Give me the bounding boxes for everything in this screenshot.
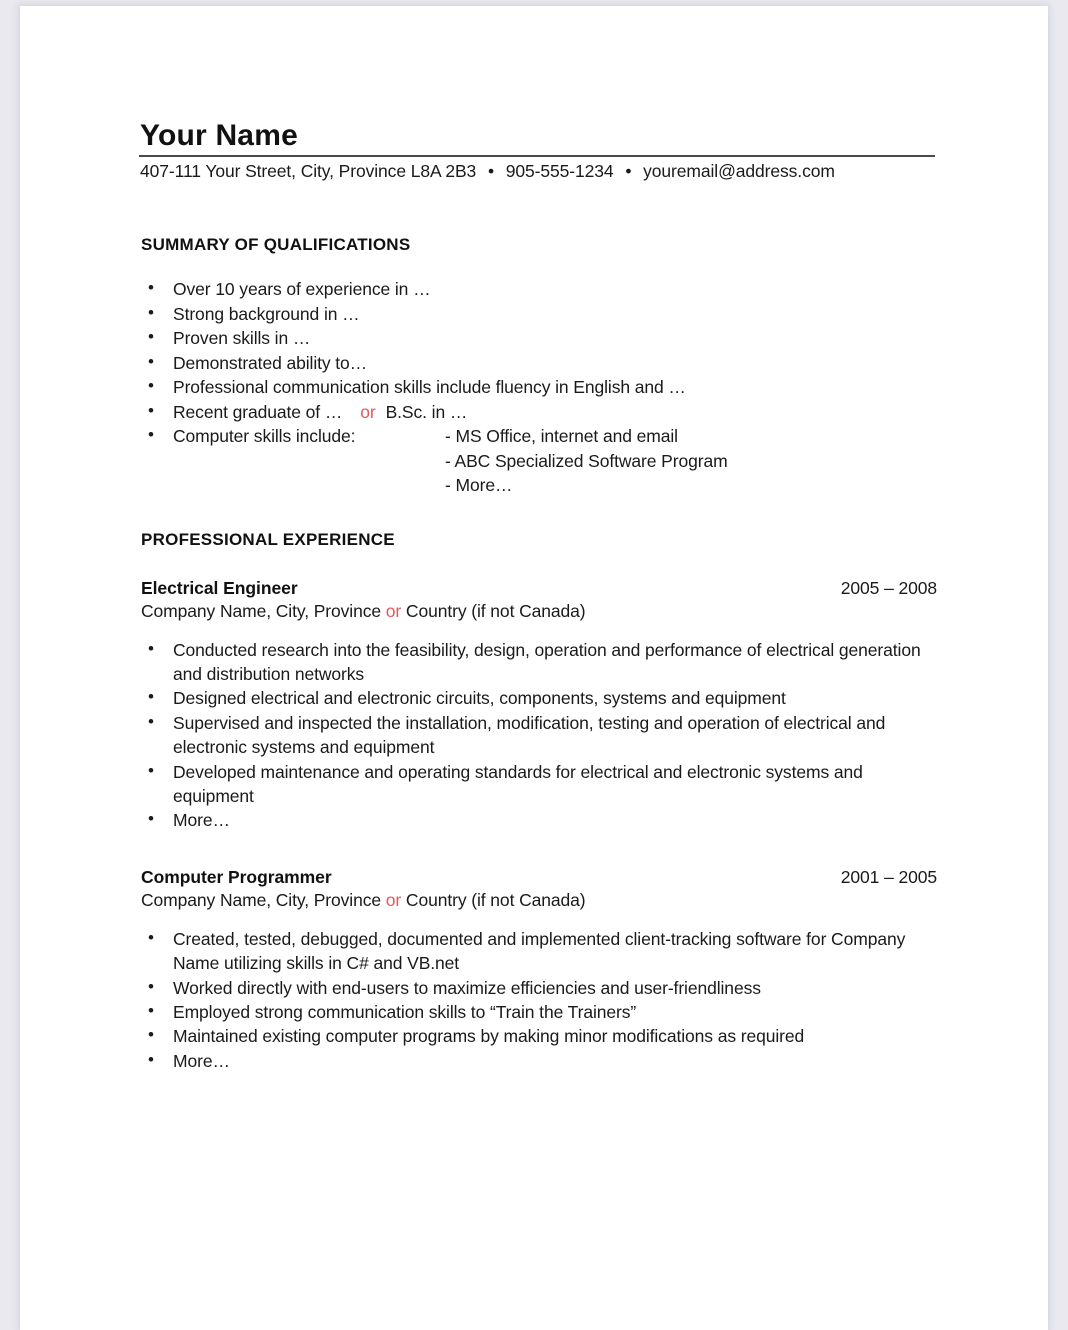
resume-header <box>139 120 939 182</box>
list-item <box>139 351 939 376</box>
list-item <box>139 277 939 302</box>
bullet-text: Proven skills in … <box>173 328 311 349</box>
bullet-text: Designed electrical and electronic circuits, components, systems and equipment <box>173 688 786 709</box>
graduate-text-after: B.Sc. in … <box>385 401 468 422</box>
document-page <box>20 6 1048 1330</box>
section-heading-summary: SUMMARY OF QUALIFICATIONS <box>141 235 411 255</box>
company-text-before: Company Name, City, Province <box>141 600 382 621</box>
skills-row <box>173 424 939 497</box>
bullet-text: Developed maintenance and operating standards for electrical and electronic systems and equipment <box>173 761 863 807</box>
job-entry <box>139 867 939 1073</box>
bullet-text: Strong background in … <box>173 303 360 324</box>
bullet-text: Created, tested, debugged, documented and implemented client-tracking software for Company Name utilizing skills in C# and VB.net <box>173 928 906 974</box>
skills-sub-item: - ABC Specialized Software Program <box>445 450 728 471</box>
section-heading-experience: PROFESSIONAL EXPERIENCE <box>141 529 395 549</box>
job-title: Electrical Engineer <box>141 577 298 598</box>
skills-sub-item: - More… <box>445 475 513 496</box>
contact-address: 407-111 Your Street, City, Province L8A 2B3 <box>140 161 477 182</box>
bullet-text: Demonstrated ability to… <box>173 352 368 373</box>
bullet-text: Worked directly with end-users to maximize efficiencies and user-friendliness <box>173 977 761 998</box>
list-item <box>139 976 939 1000</box>
or-keyword: or <box>385 889 402 910</box>
job-company <box>139 601 939 622</box>
list-item <box>139 1000 939 1024</box>
or-keyword: or <box>360 401 376 422</box>
list-item <box>139 808 939 832</box>
company-text-after: Country (if not Canada) <box>405 600 586 621</box>
contact-separator-1: • <box>487 161 494 182</box>
job-dates: 2001 – 2005 <box>840 866 937 887</box>
list-item <box>139 1024 939 1048</box>
bullet-text: Employed strong communication skills to “Train the Trainers” <box>173 1002 637 1023</box>
list-item-computer-skills <box>139 424 939 497</box>
graduate-text-before: Recent graduate of … <box>173 401 343 422</box>
resume-content <box>139 120 939 1073</box>
or-keyword: or <box>385 600 402 621</box>
page-surface <box>20 6 1048 1330</box>
list-item <box>139 711 939 760</box>
contact-phone: 905-555-1234 <box>505 161 614 182</box>
summary-bullet-list <box>139 277 939 497</box>
bullet-text: Conducted research into the feasibility, design, operation and performance of electrical generation and distribution networks <box>173 639 921 685</box>
list-item <box>139 375 939 400</box>
job-bullet-list <box>139 927 939 1073</box>
job-dates: 2005 – 2008 <box>840 577 937 598</box>
bullet-text: Over 10 years of experience in … <box>173 279 431 300</box>
list-item <box>139 638 939 687</box>
job-header <box>139 867 939 888</box>
company-text-after: Country (if not Canada) <box>405 889 586 910</box>
list-item <box>139 302 939 327</box>
list-item <box>139 927 939 976</box>
contact-line <box>139 161 939 182</box>
list-item <box>139 686 939 710</box>
job-header <box>139 578 939 599</box>
list-item <box>139 326 939 351</box>
job-company <box>139 890 939 911</box>
page-title: Your Name <box>140 119 298 152</box>
list-item <box>139 1049 939 1073</box>
job-entry <box>139 578 939 833</box>
bullet-text: More… <box>173 810 230 831</box>
header-divider <box>139 155 935 157</box>
contact-email: youremail@address.com <box>643 161 835 182</box>
contact-separator-2: • <box>625 161 632 182</box>
job-title: Computer Programmer <box>141 866 332 887</box>
bullet-text: More… <box>173 1050 230 1071</box>
bullet-text: Maintained existing computer programs by making minor modifications as required <box>173 1026 805 1047</box>
skills-sub-item: - MS Office, internet and email <box>445 426 678 447</box>
company-text-before: Company Name, City, Province <box>141 889 382 910</box>
job-bullet-list <box>139 638 939 833</box>
skills-sublist <box>445 424 939 497</box>
bullet-text: Professional communication skills include fluency in English and … <box>173 377 686 398</box>
skills-label: • Computer skills include: <box>173 426 356 447</box>
bullet-text: Supervised and inspected the installation, modification, testing and operation of electrical and electronic systems and equipment <box>173 712 886 758</box>
list-item <box>139 760 939 809</box>
list-item-graduate <box>139 400 939 425</box>
